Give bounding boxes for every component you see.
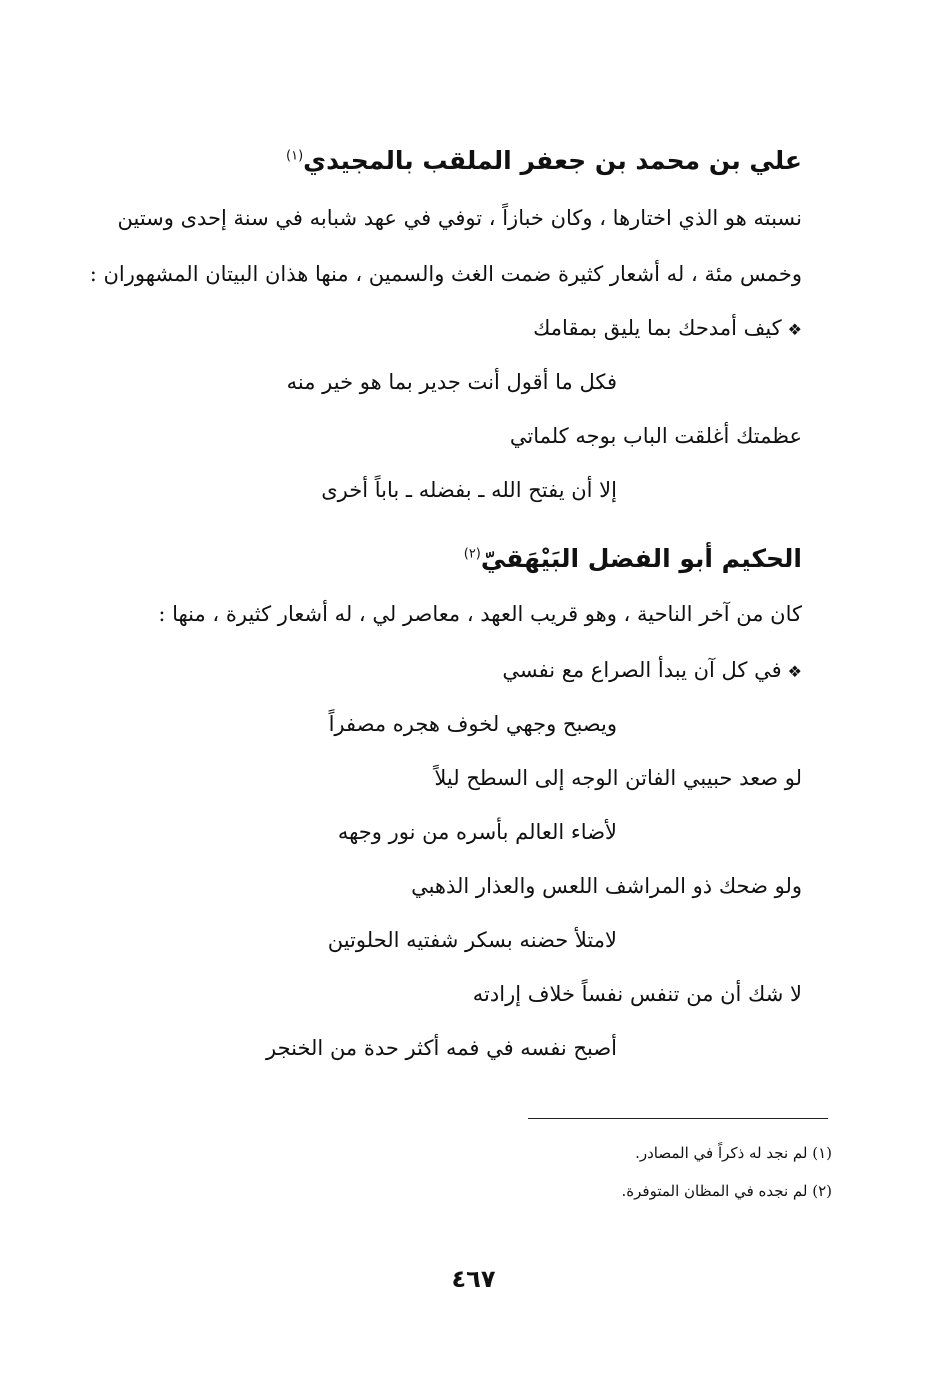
verse-line: لامتلأ حضنه بسكر شفتيه الحلوتين (327, 928, 617, 952)
heading-text: الحكيم أبو الفضل البَيْهَقيّ (480, 544, 802, 573)
verse-line: إلا أن يفتح الله ـ بفضله ـ باباً أخرى (321, 478, 617, 502)
footnote: (٢) لم نجده في المظان المتوفرة. (621, 1182, 832, 1200)
verse-line: عظمتك أغلقت الباب بوجه كلماتي (509, 424, 802, 448)
verse-line: ويصبح وجهي لخوف هجره مصفراً (328, 712, 617, 736)
page-number: ٤٦٧ (451, 1265, 496, 1293)
verse-line: لأضاء العالم بأسره من نور وجهه (337, 820, 617, 844)
verse-line: لو صعد حبيبي الفاتن الوجه إلى السطح ليلاً (434, 766, 802, 790)
footnote: (١) لم نجد له ذكراً في المصادر. (635, 1144, 832, 1162)
verse-text: في كل آن يبدأ الصراع مع نفسي (502, 658, 782, 682)
verse-line: فكل ما أقول أنت جدير بما هو خير منه (286, 370, 617, 394)
footnote-divider (528, 1118, 828, 1119)
verse-line (502, 658, 802, 682)
verse-line: لا شك أن من تنفس نفساً خلاف إرادته (472, 982, 802, 1006)
paragraph-line: كان من آخر الناحية ، وهو قريب العهد ، معاصر لي ، له أشعار كثيرة ، منها : (158, 602, 802, 626)
verse-line (533, 316, 802, 340)
bullet-icon: ❖ (787, 662, 802, 681)
bullet-icon: ❖ (787, 320, 802, 339)
paragraph-line: وخمس مئة ، له أشعار كثيرة ضمت الغث والسمين ، منها هذان البيتان المشهوران : (89, 262, 802, 286)
heading-text: علي بن محمد بن جعفر الملقب بالمجيدي (303, 146, 802, 175)
verse-text: كيف أمدحك بما يليق بمقامك (533, 316, 782, 340)
section-heading-almajidi (286, 146, 802, 175)
footnote-marker: (١) (286, 148, 304, 164)
footnote-marker: (٢) (463, 546, 481, 562)
verse-line: ولو ضحك ذو المراشف اللعس والعذار الذهبي (411, 874, 802, 898)
section-heading-albayhaqi (464, 544, 802, 573)
paragraph-line: نسبته هو الذي اختارها ، وكان خبازاً ، توفي في عهد شبابه في سنة إحدى وستين (117, 206, 802, 230)
verse-line: أصبح نفسه في فمه أكثر حدة من الخنجر (266, 1036, 617, 1060)
